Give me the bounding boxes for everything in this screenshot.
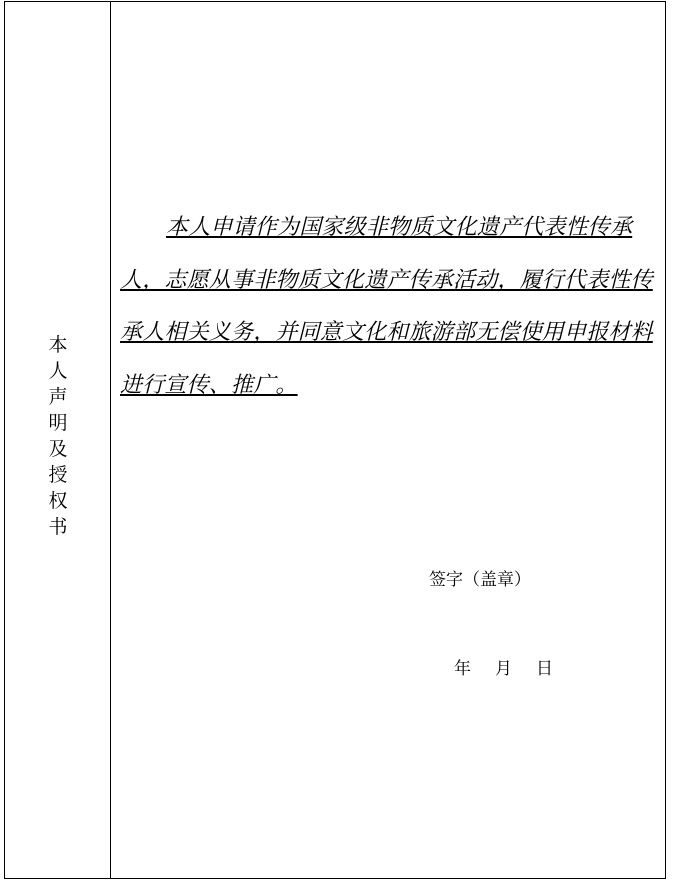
date-month-label: 月 <box>495 659 512 679</box>
section-label <box>5 332 111 540</box>
content-cell <box>112 2 665 878</box>
label-cell <box>5 2 111 878</box>
declaration-statement: 本人申请作为国家级非物质文化遗产代表性传承人，志愿从事非物质文化遗产传承活动，履行代表性传承人相关义务，并同意文化和旅游部无偿使用申报材料进行宣传、推广。 <box>120 215 653 398</box>
date-day-label: 日 <box>536 659 553 679</box>
date-year-label: 年 <box>454 659 471 679</box>
signature-label: 签字（盖章） <box>429 570 531 590</box>
section-label-text: 本 人 声 明 及 授 权 书 <box>48 334 68 538</box>
date-line <box>454 654 553 679</box>
declaration-table <box>4 1 666 879</box>
